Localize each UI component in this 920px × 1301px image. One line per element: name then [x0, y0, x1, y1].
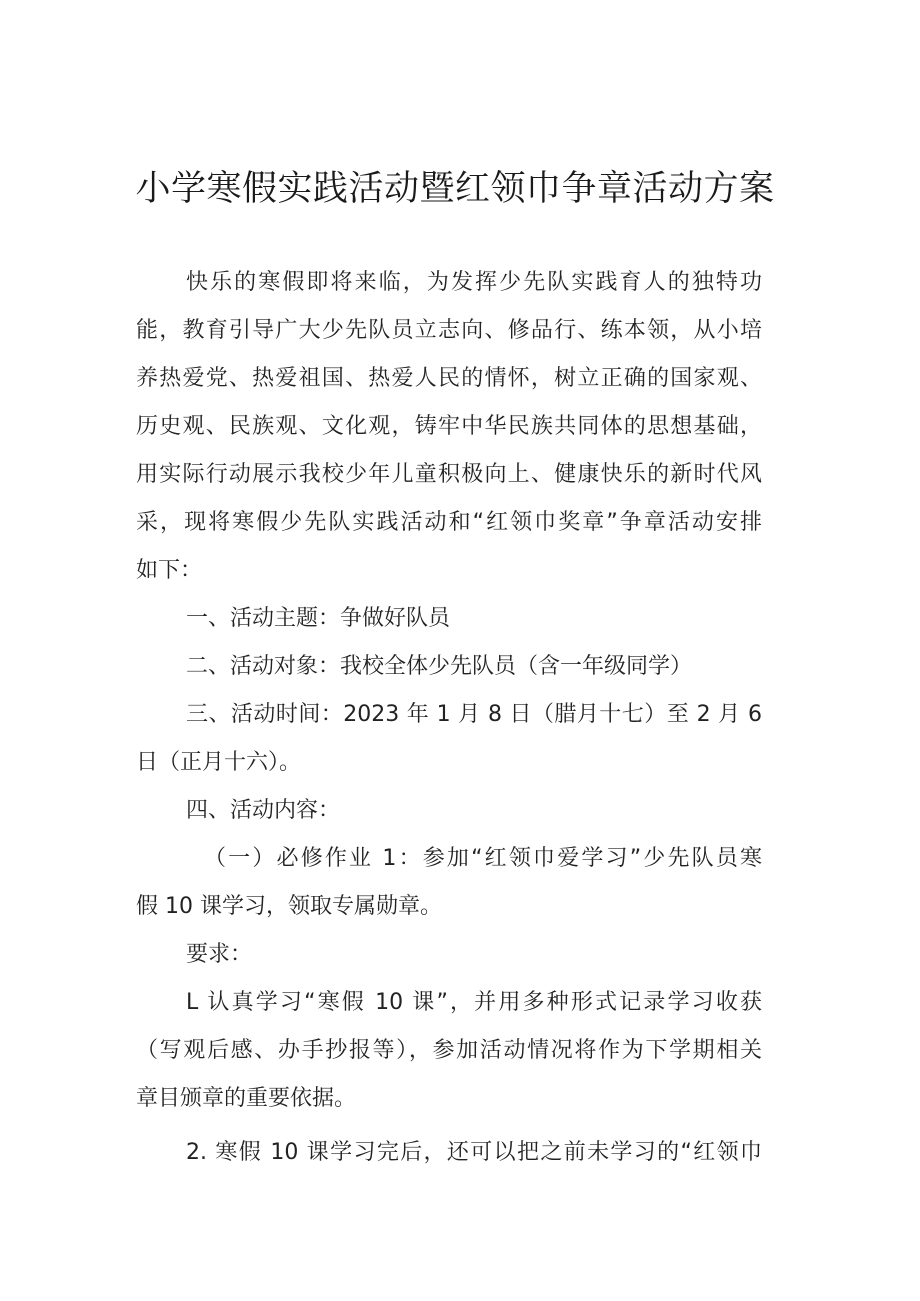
document-title: 小学寒假实践活动暨红领巾争章活动方案	[135, 169, 775, 209]
requirements-label: 要求：	[186, 942, 253, 967]
paragraph-line: （写观后感、办手抄报等），参加活动情况将作为下学期相关	[136, 1038, 762, 1063]
paragraph-line: 能，教育引导广大少先队员立志向、修品行、练本领，从小培	[136, 318, 762, 343]
paragraph-line: 如下：	[136, 558, 203, 583]
paragraph-line: 假 10 课学习，领取专属勋章。	[136, 894, 442, 919]
section-heading-audience: 二、活动对象：我校全体少先队员（含一年级同学）	[186, 654, 693, 679]
section-heading-time: 三、活动时间：2023 年 1 月 8 日（腊月十七）至 2 月 6	[186, 702, 762, 727]
section-heading-theme: 一、活动主题：争做好队员	[186, 606, 451, 631]
paragraph-line: 章目颁章的重要依据。	[136, 1086, 357, 1111]
paragraph-line: 采，现将寒假少先队实践活动和“红领巾奖章”争章活动安排	[136, 510, 762, 535]
paragraph-line: 历史观、民族观、文化观，铸牢中华民族共同体的思想基础，	[136, 414, 762, 439]
paragraph-line: 养热爱党、热爱祖国、热爱人民的情怀，树立正确的国家观、	[136, 366, 762, 391]
paragraph-line: 日（正月十六）。	[136, 750, 302, 775]
section-heading-content: 四、活动内容：	[186, 798, 341, 823]
list-item: L 认真学习“寒假 10 课”，并用多种形式记录学习收获	[186, 990, 762, 1015]
subsection-line: （一）必修作业 1：参加“红领巾爱学习”少先队员寒	[204, 846, 762, 871]
paragraph-line: 用实际行动展示我校少年儿童积极向上、健康快乐的新时代风	[136, 462, 762, 487]
paragraph-line: 快乐的寒假即将来临，为发挥少先队实践育人的独特功	[186, 270, 762, 295]
list-item: 2. 寒假 10 课学习完后，还可以把之前未学习的“红领巾	[186, 1140, 762, 1165]
